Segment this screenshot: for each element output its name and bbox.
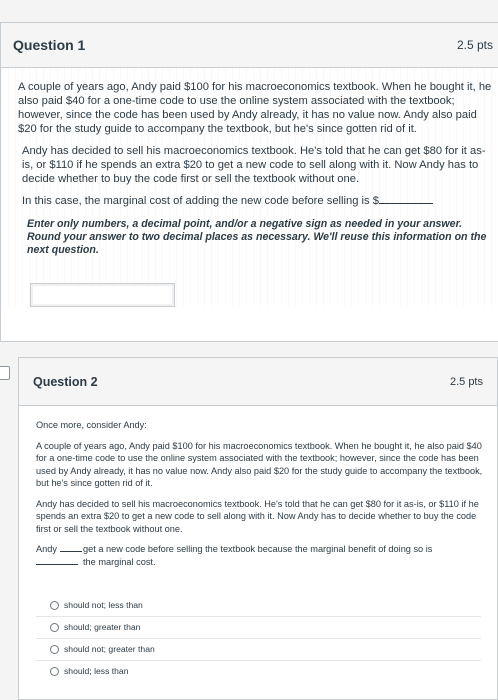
option-should-less-than[interactable] (36, 660, 481, 682)
question-2-blank-2 (36, 556, 78, 565)
question-2-options (36, 594, 487, 682)
question-2-fill-text: get a new code before selling the textbook because the marginal benefit of doing so is (83, 544, 433, 554)
question-2-flag-marker[interactable] (0, 366, 10, 380)
question-1-prompt-text: In this case, the marginal cost of adding the new code before selling is $ (22, 195, 379, 207)
question-1-header (1, 23, 498, 68)
question-1-answer-input[interactable] (30, 283, 175, 307)
question-2-fill-left (36, 543, 83, 568)
question-1-points: 2.5 pts (456, 38, 493, 52)
option-label: should; less than (64, 666, 129, 677)
question-1-body (1, 68, 498, 307)
option-label: should not; greater than (64, 644, 155, 655)
option-label: should not; less than (64, 599, 143, 610)
question-1-prompt (18, 194, 493, 208)
question-1-title: Question 1 (13, 37, 86, 53)
question-2-card (18, 357, 498, 700)
question-2-fill-suffix: the marginal cost. (83, 556, 156, 567)
question-1-paragraph-1: A couple of years ago, Andy paid $100 for his macroeconomics textbook. When he bought it, he also paid $40 for a one-time code to use the online system associated with the textbook; however, since the code has been used by Andy already, it has no value now. Andy also paid $20 for the study guide to accompany the textbook, but he's since gotten rid of it. (18, 81, 492, 135)
radio-button[interactable] (50, 601, 59, 610)
question-2-fill-in-prompt (36, 543, 487, 568)
option-label: should; greater than (64, 622, 141, 633)
question-2-header (19, 358, 497, 406)
option-should-greater-than[interactable] (36, 616, 481, 638)
radio-button[interactable] (50, 667, 59, 676)
question-2-paragraph-1: A couple of years ago, Andy paid $100 for his macroeconomics textbook. When he bought it, he also paid $40 for a one-time code to use the online system associated with the textbook; however, since the code has been used by Andy already, it has no value now. Andy also paid $20 for the study guide to accompany the textbook, but he's since gotten rid of it. (36, 440, 483, 488)
question-2-intro: Once more, consider Andy: (36, 420, 147, 430)
question-1-inline-blank (379, 194, 433, 204)
option-should-not-less-than[interactable] (36, 594, 481, 616)
question-1-card (0, 22, 498, 342)
question-2-title: Question 2 (33, 374, 98, 389)
question-2-fill-right (83, 543, 487, 568)
radio-button[interactable] (50, 645, 59, 654)
question-2-paragraph-2: Andy has decided to sell his macroeconomics textbook. He's told that he can get $80 for it as-is, or $110 if he spends an extra $20 to get a new code to sell along with it. Now Andy has to decide whether to buy the code first or sell the textbook without one. (36, 498, 479, 534)
question-1-instructions: Enter only numbers, a decimal point, and/or a negative sign as needed in your answer. Round your answer to two decimal places as necessary. We'll reuse this information on the next question. (27, 218, 487, 256)
question-1-paragraph-2: Andy has decided to sell his macroeconomics textbook. He's told that he can get $80 for it as-is, or $110 if he spends an extra $20 to get a new code to sell along with it. Now Andy has to decide whether to buy the code first or sell the textbook without one. (22, 145, 486, 185)
option-should-not-greater-than[interactable] (36, 638, 481, 660)
question-2-body (19, 406, 497, 682)
question-2-fill-prefix: Andy (36, 544, 57, 554)
question-2-blank-1 (60, 543, 82, 552)
question-2-points: 2.5 pts (449, 375, 483, 388)
radio-button[interactable] (50, 623, 59, 632)
